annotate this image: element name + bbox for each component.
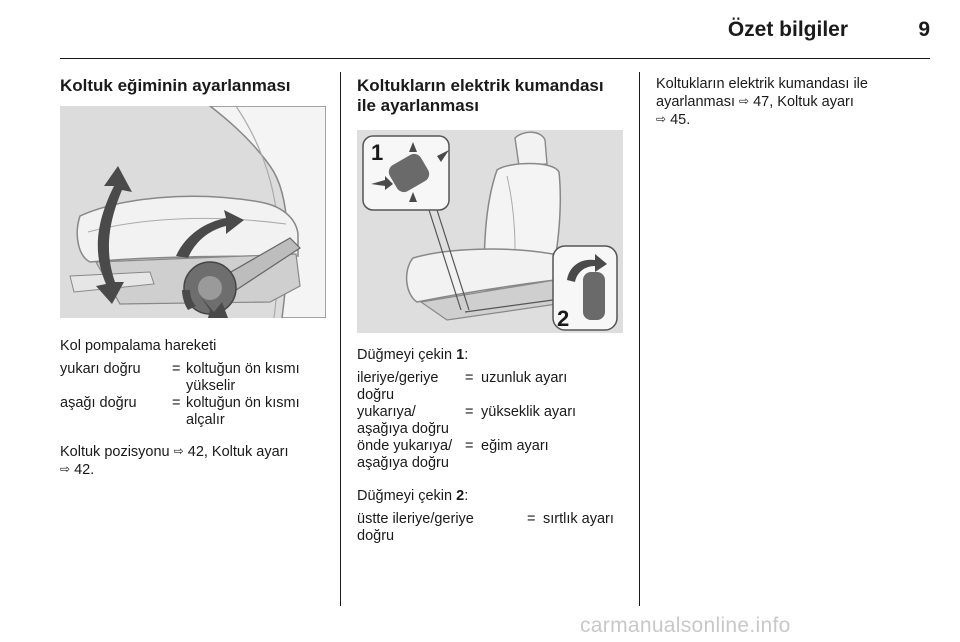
list-definition: uzunluk ayarı — [481, 370, 568, 386]
column-divider-right — [639, 72, 640, 606]
list-term: ileriye/geriye doğru — [357, 370, 439, 403]
list-term: yukarı doğru — [60, 361, 141, 377]
lever-action-list — [60, 361, 326, 429]
button-number: 1 — [456, 347, 465, 363]
list-term: üstte ileriye/geriye doğru — [357, 511, 474, 544]
figure-caption: Kol pompalama hareketi — [60, 338, 217, 354]
reference-arrow-icon: ⇨ — [173, 444, 184, 458]
button-1-actions — [357, 370, 625, 472]
list-definition: koltuğun ön kısmı alçalır — [186, 395, 300, 428]
seat-tilt-illustration — [60, 106, 326, 318]
column-seat-tilt — [60, 76, 326, 479]
list-eq: = — [465, 370, 474, 386]
header-rule — [60, 58, 930, 59]
electric-seat-drawing — [357, 130, 623, 333]
list-definition: yükseklik ayarı — [481, 404, 577, 420]
watermark: carmanualsonline.info — [580, 614, 791, 637]
callout-2: 2 — [557, 306, 570, 331]
pull-button-2-text: Düğmeyi çekin 2: — [357, 488, 469, 504]
reference-link[interactable]: 42, Koltuk ayarı — [187, 444, 289, 460]
list-term: aşağı doğru — [60, 395, 137, 411]
column-divider-left — [340, 72, 341, 606]
electric-seat-illustration — [357, 130, 623, 333]
section-heading-seat-tilt: Koltuk eğiminin ayarlanması — [60, 76, 291, 95]
list-item — [357, 438, 625, 472]
reference-link[interactable]: 45. — [670, 112, 691, 128]
list-item — [60, 361, 326, 395]
header-title: Özet bilgiler — [727, 18, 848, 41]
list-definition: sırtlık ayarı — [543, 511, 614, 527]
list-eq: = — [527, 511, 536, 527]
list-eq: = — [172, 361, 181, 377]
column-electric-seat — [357, 76, 625, 545]
reference-arrow-icon: ⇨ — [739, 94, 750, 108]
list-definition: koltuğun ön kısmı yükselir — [186, 361, 300, 394]
reference-arrow-icon: ⇨ — [656, 112, 667, 126]
column-references — [656, 76, 926, 129]
list-eq: = — [465, 438, 474, 454]
list-eq: = — [172, 395, 181, 411]
seat-tilt-drawing — [60, 106, 326, 318]
list-definition: eğim ayarı — [481, 438, 549, 454]
cross-reference: Koltuk pozisyonu ⇨ 42, Koltuk ayarı ⇨ 42. — [60, 444, 289, 478]
reference-link[interactable]: 47, Koltuk ayarı — [753, 94, 854, 110]
callout-1: 1 — [371, 140, 384, 165]
section-heading-electric-seat: Koltukların elektrik kumandası ile ayarlanması — [357, 76, 604, 115]
list-term: yukarıya/ aşağıya doğru — [357, 404, 449, 437]
list-eq: = — [465, 404, 474, 420]
list-item — [357, 511, 625, 545]
list-item — [357, 404, 625, 438]
list-term: önde yukarıya/ aşağıya doğru — [357, 438, 453, 471]
pull-button-1-text: Düğmeyi çekin 1: — [357, 347, 469, 363]
list-item — [60, 395, 326, 429]
reference-link[interactable]: 42. — [74, 462, 95, 478]
button-2-actions — [357, 511, 625, 545]
cross-reference: Koltukların elektrik kumandası ile ayarlanması ⇨ 47, Koltuk ayarı ⇨ 45. — [656, 76, 868, 128]
reference-arrow-icon: ⇨ — [60, 462, 71, 476]
page-number: 9 — [918, 18, 930, 41]
list-item — [357, 370, 625, 404]
button-number: 2 — [456, 488, 465, 504]
